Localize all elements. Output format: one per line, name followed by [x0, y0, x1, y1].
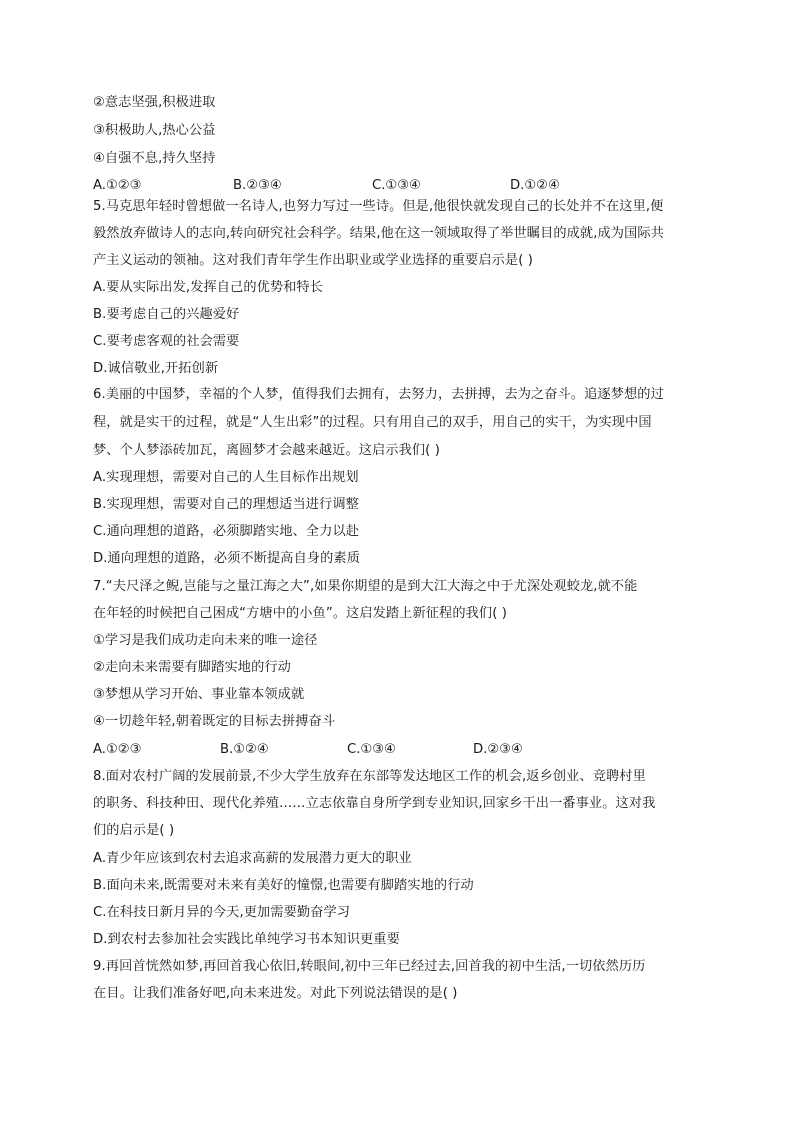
q7-option-d: D.②③④	[473, 742, 523, 757]
q8-choice-c: C.在科技日新月异的今天,更加需要勤奋学习	[93, 905, 351, 920]
q6-stem-line-2: 程，就是实干的过程，就是“人生出彩”的过程。只有用自己的双手，用自己的实干，为实现中国	[93, 415, 652, 430]
q4-option-b: B.②③④	[233, 178, 282, 193]
q7-stem-line-1: 7.“夫尺泽之鲵,岂能与之量江海之大”,如果你期望的是到大江大海之中于尤深处观蛟龙,就不能	[93, 579, 638, 594]
q8-stem-line-1: 8.面对农村广阔的发展前景,不少大学生放弃在东部等发达地区工作的机会,返乡创业、竞聘村里	[93, 769, 646, 784]
q8-stem-line-2: 的职务、科技种田、现代化养殖……立志依靠自身所学到专业知识,回家乡干出一番事业。这对我	[93, 796, 656, 811]
q4-statement-3: ③积极助人,热心公益	[93, 123, 216, 138]
q7-stem-line-2: 在年轻的时候把自己困成“方塘中的小鱼”。这启发踏上新征程的我们( )	[93, 606, 507, 621]
q4-statement-4: ④自强不息,持久坚持	[93, 151, 216, 166]
q6-choice-b: B.实现理想，需要对自己的理想适当进行调整	[93, 497, 359, 512]
q6-stem-line-3: 梦、个人梦添砖加瓦，离圆梦才会越来越近。这启示我们( )	[93, 443, 440, 458]
q5-choice-d: D.诚信敬业,开拓创新	[93, 361, 219, 376]
q8-choice-a: A.青少年应该到农村去追求高薪的发展潜力更大的职业	[93, 851, 412, 866]
q5-choice-a: A.要从实际出发,发挥自己的优势和特长	[93, 280, 324, 295]
q7-option-a: A.①②③	[93, 742, 142, 757]
q5-choice-c: C.要考虑客观的社会需要	[93, 334, 240, 349]
q6-choice-d: D.通向理想的道路，必须不断提高自身的素质	[93, 551, 361, 566]
q4-option-c: C.①③④	[372, 178, 421, 193]
q7-statement-1: ①学习是我们成功走向未来的唯一途径	[93, 633, 318, 648]
q6-stem-line-1: 6.美丽的中国梦，幸福的个人梦，值得我们去拥有，去努力，去拼搏，去为之奋斗。追逐梦想的过	[93, 387, 664, 402]
q4-option-d: D.①②④	[510, 178, 560, 193]
q7-statement-2: ②走向未来需要有脚踏实地的行动	[93, 660, 291, 675]
q7-statement-3: ③梦想从学习开始、事业靠本领成就	[93, 687, 305, 702]
q7-statement-4: ④一切趁年轻,朝着既定的目标去拼搏奋斗	[93, 714, 336, 729]
q5-stem-line-3: 产主义运动的领袖。这对我们青年学生作出职业或学业选择的重要启示是( )	[93, 253, 533, 268]
q5-stem-line-1: 5.马克思年轻时曾想做一名诗人,也努力写过一些诗。但是,他很快就发现自己的长处并不在这里,便	[93, 199, 664, 214]
q8-choice-d: D.到农村去参加社会实践比单纯学习书本知识更重要	[93, 932, 400, 947]
q7-option-b: B.①②④	[220, 742, 269, 757]
q8-choice-b: B.面向未来,既需要对未来有美好的憧憬,也需要有脚踏实地的行动	[93, 878, 474, 893]
q5-stem-line-2: 毅然放弃做诗人的志向,转向研究社会科学。结果,他在这一领域取得了举世瞩目的成就,成为国际共	[93, 226, 664, 241]
q5-choice-b: B.要考虑自己的兴趣爱好	[93, 307, 240, 322]
q9-stem-line-2: 在目。让我们准备好吧,向未来进发。对此下列说法错误的是( )	[93, 986, 458, 1001]
q7-option-c: C.①③④	[347, 742, 396, 757]
q6-choice-c: C.通向理想的道路，必须脚踏实地、全力以赴	[93, 524, 360, 539]
q6-choice-a: A.实现理想，需要对自己的人生目标作出规划	[93, 470, 359, 485]
q4-option-a: A.①②③	[93, 178, 142, 193]
q8-stem-line-3: 们的启示是( )	[93, 823, 175, 838]
q9-stem-line-1: 9.再回首恍然如梦,再回首我心依旧,转眼间,初中三年已经过去,回首我的初中生活,一切依然历历	[93, 959, 646, 974]
q4-statement-2: ②意志坚强,积极进取	[93, 95, 216, 110]
